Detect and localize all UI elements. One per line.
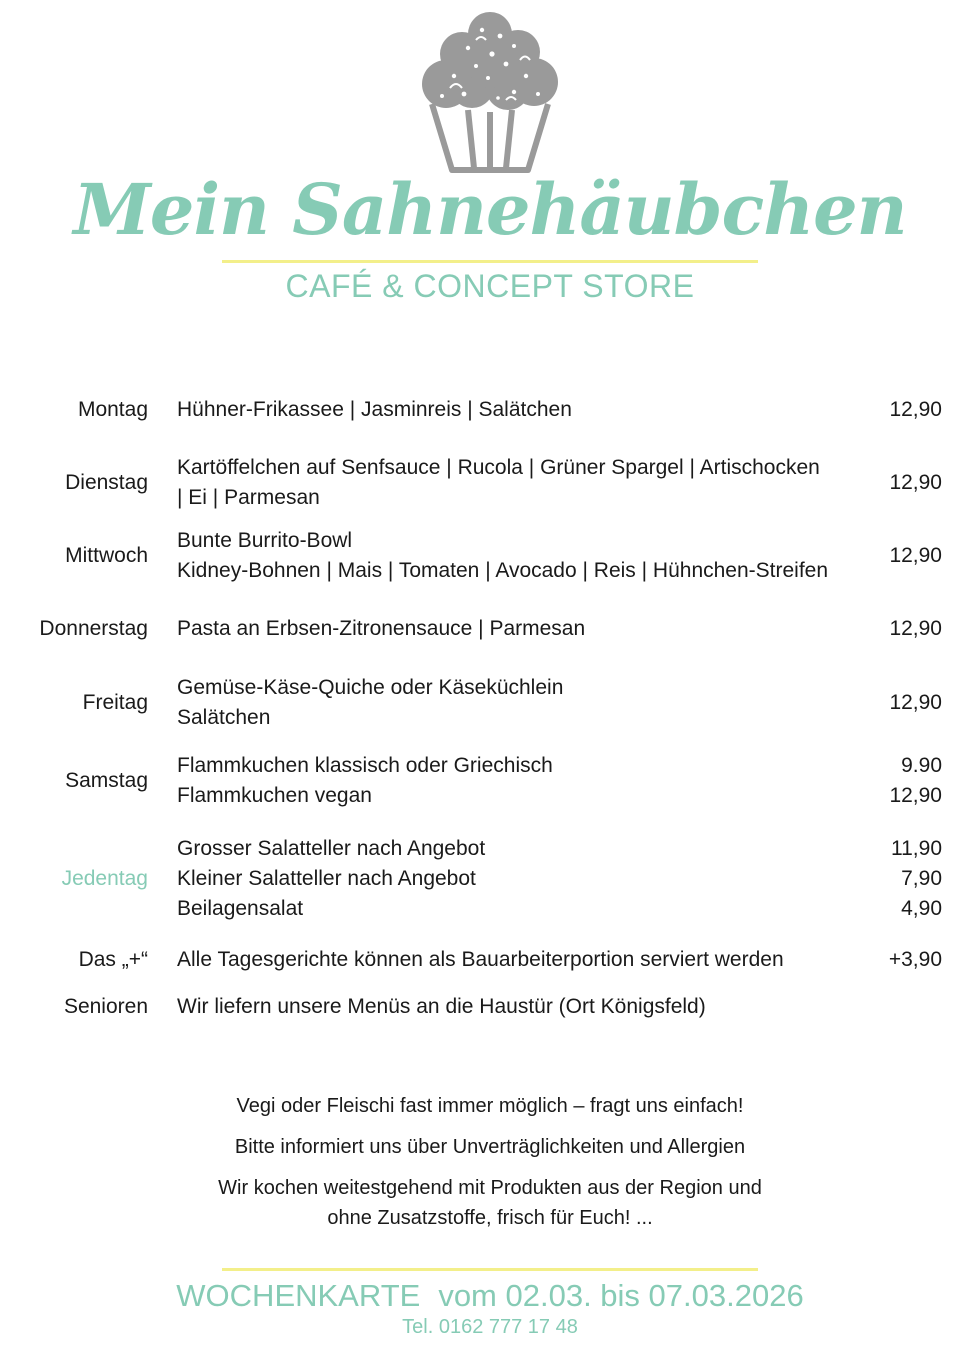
- note-line: ohne Zusatzstoffe, frisch für Euch! ...: [327, 1207, 653, 1229]
- week-menu-range: vom 02.03. bis 07.03.2026: [438, 1278, 804, 1313]
- price: +3,90: [888, 948, 942, 971]
- footer-divider: [222, 1268, 758, 1271]
- note-line: Wir kochen weitestgehend mit Produkten aus der Region und: [218, 1177, 762, 1199]
- dish-line: Hühner-Frikassee | Jasminreis | Salätchen: [177, 398, 572, 421]
- price: 12,90: [889, 544, 942, 567]
- price: 7,90: [901, 867, 942, 890]
- day-label: Montag: [77, 398, 148, 421]
- dish-line: Pasta an Erbsen-Zitronensauce | Parmesan: [177, 617, 586, 640]
- cafe-subtitle: CAFÉ & CONCEPT STORE: [285, 268, 695, 304]
- day-label: Dienstag: [65, 471, 148, 494]
- week-menu-title: [0, 1278, 980, 1314]
- phone-number: Tel. 0162 777 17 48: [402, 1316, 578, 1338]
- cafe-title: Mein Sahnehäubchen: [73, 168, 907, 251]
- dish-line: Kleiner Salatteller nach Angebot: [177, 867, 476, 890]
- price: 12,90: [889, 471, 942, 494]
- cupcake-icon: [410, 6, 570, 178]
- price: 11,90: [891, 837, 942, 860]
- dish-line: Salätchen: [177, 706, 271, 729]
- title-divider: [222, 260, 758, 263]
- dish-line: Kartöffelchen auf Senfsauce | Rucola | Grüner Spargel | Artischocken: [177, 456, 820, 479]
- dish-line: Alle Tagesgerichte können als Bauarbeiterportion serviert werden: [177, 948, 784, 971]
- dish-line: Gemüse-Käse-Quiche oder Käseküchlein: [177, 676, 564, 699]
- day-label: Das „+“: [78, 948, 148, 971]
- note-line: Bitte informiert uns über Unverträglichkeiten und Allergien: [234, 1136, 746, 1158]
- dish-line: Kidney-Bohnen | Mais | Tomaten | Avocado | Reis | Hühnchen-Streifen: [177, 559, 829, 582]
- price: 4,90: [901, 897, 942, 920]
- price: 12,90: [889, 784, 942, 807]
- price: 12,90: [889, 398, 942, 421]
- dish-line: Flammkuchen klassisch oder Griechisch: [177, 754, 553, 777]
- price: 12,90: [889, 691, 942, 714]
- note-line: Vegi oder Fleischi fast immer möglich – fragt uns einfach!: [236, 1095, 744, 1117]
- price: 9.90: [901, 754, 942, 777]
- dish-line: | Ei | Parmesan: [177, 486, 320, 509]
- day-label: Samstag: [65, 769, 148, 792]
- day-label: Mittwoch: [65, 544, 148, 567]
- dish-line: Bunte Burrito-Bowl: [177, 529, 353, 552]
- day-label: Donnerstag: [39, 617, 148, 640]
- day-label: Freitag: [82, 691, 148, 714]
- dish-line: Beilagensalat: [177, 897, 304, 920]
- dish-line: Grosser Salatteller nach Angebot: [177, 837, 486, 860]
- dish-line: Flammkuchen vegan: [177, 784, 372, 807]
- week-menu-label: WOCHENKARTE: [176, 1278, 421, 1313]
- price: 12,90: [889, 617, 942, 640]
- day-label: Jedentag: [61, 867, 148, 890]
- day-label: Senioren: [63, 995, 148, 1018]
- dish-line: Wir liefern unsere Menüs an die Haustür (Ort Königsfeld): [177, 995, 706, 1018]
